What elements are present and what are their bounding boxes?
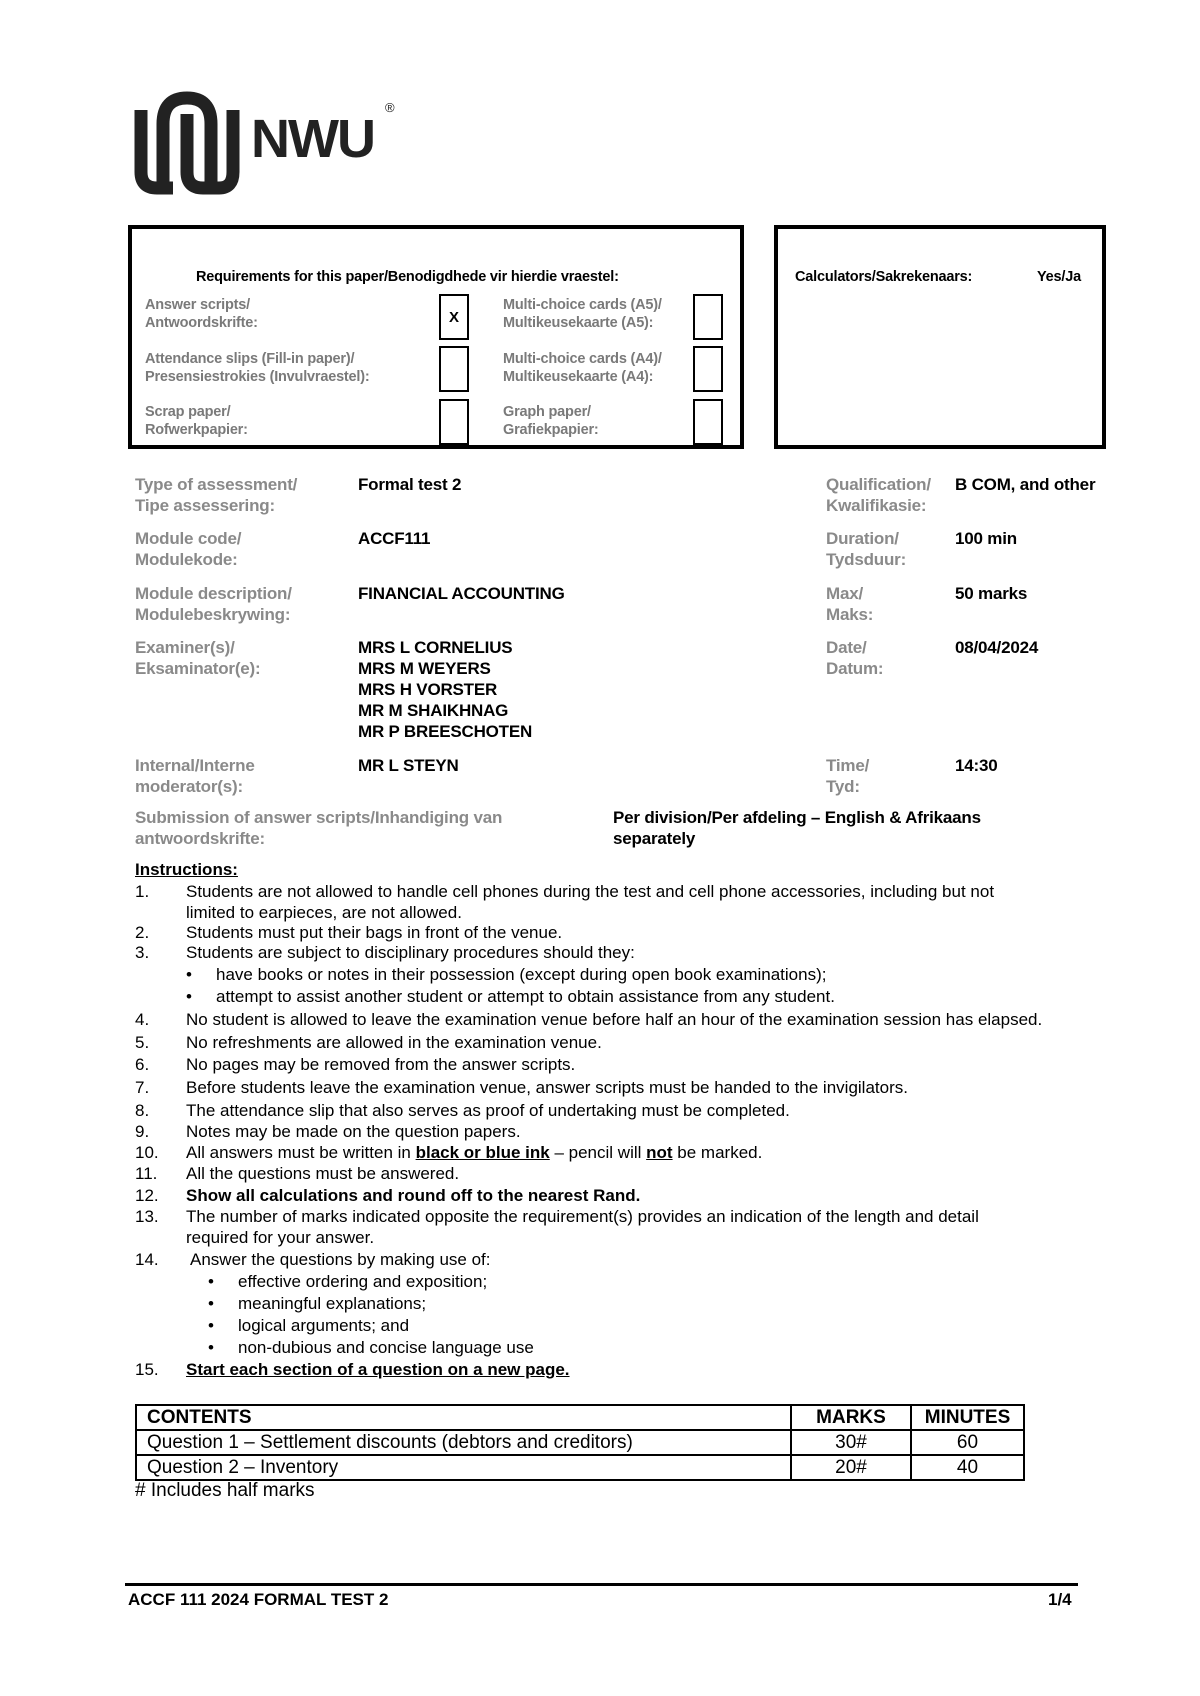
module-code-value: ACCF111	[358, 529, 431, 548]
instruction-14: Answer the questions by making use of:	[190, 1250, 491, 1269]
time-label: Time/ Tyd:	[826, 756, 870, 796]
type-value: Formal test 2	[358, 475, 462, 494]
instruction-number: 5.	[135, 1033, 150, 1052]
type-label: Type of assessment/ Tipe assessering:	[135, 475, 298, 515]
calculators-box	[774, 225, 1106, 449]
footer-title: ACCF 111 2024 FORMAL TEST 2	[128, 1590, 389, 1609]
marks-header: MARKS	[791, 1405, 911, 1430]
instruction-number: 12.	[135, 1186, 159, 1205]
instruction-7: Before students leave the examination venue, answer scripts must be handed to the invigilators.	[186, 1078, 908, 1097]
contents-header: CONTENTS	[136, 1405, 791, 1430]
module-description-label: Module description/ Modulebeskrywing:	[135, 584, 292, 624]
duration-label: Duration/ Tydsduur:	[826, 529, 907, 569]
scrap-checkbox[interactable]	[439, 399, 469, 445]
answer-scripts-checkbox[interactable]: X	[439, 294, 469, 340]
instruction-10: All answers must be written in black or blue ink – pencil will not be marked.	[186, 1143, 763, 1162]
contents-note: # Includes half marks	[135, 1480, 315, 1501]
minutes-header: MINUTES	[911, 1405, 1024, 1430]
moderator-value: MR L STEYN	[358, 756, 459, 775]
date-value: 08/04/2024	[955, 638, 1039, 657]
bullet-icon: •	[208, 1294, 214, 1313]
examiner-name: MRS L CORNELIUS	[358, 638, 513, 657]
instruction-14-bullet: meaningful explanations;	[238, 1294, 427, 1313]
instruction-number: 4.	[135, 1010, 150, 1029]
max-marks-value: 50 marks	[955, 584, 1028, 603]
module-code-label: Module code/ Modulekode:	[135, 529, 242, 569]
instruction-6: No pages may be removed from the answer scripts.	[186, 1055, 576, 1074]
instruction-11: All the questions must be answered.	[186, 1164, 460, 1183]
instruction-number: 9.	[135, 1122, 150, 1141]
examiner-name: MRS H VORSTER	[358, 680, 498, 699]
examiner-name: MR P BREESCHOTEN	[358, 722, 533, 741]
instruction-number: 10.	[135, 1143, 159, 1162]
minutes-cell: 60	[911, 1430, 1024, 1455]
bullet-icon: •	[208, 1338, 214, 1357]
qualification-value: B COM, and other	[955, 475, 1096, 494]
instruction-number: 2.	[135, 923, 150, 942]
logo-text: NWU	[251, 109, 374, 169]
graph-checkbox[interactable]	[693, 399, 723, 445]
req-mc-a4-label: Multi-choice cards (A4)/ Multikeusekaarte (A4):	[503, 351, 662, 385]
max-marks-label: Max/ Maks:	[826, 584, 874, 624]
moderator-label: Internal/Interne moderator(s):	[135, 756, 255, 796]
instruction-3-bullet: attempt to assist another student or attempt to obtain assistance from any student.	[216, 987, 835, 1006]
marks-cell: 20#	[791, 1455, 911, 1480]
footer-divider	[125, 1583, 1078, 1586]
instruction-number: 1.	[135, 882, 150, 901]
registered-mark: ®	[385, 100, 395, 115]
marks-cell: 30#	[791, 1430, 911, 1455]
question-cell: Question 2 – Inventory	[136, 1455, 791, 1480]
question-cell: Question 1 – Settlement discounts (debtors and creditors)	[136, 1430, 791, 1455]
instruction-number: 13.	[135, 1207, 159, 1226]
instruction-5: No refreshments are allowed in the examination venue.	[186, 1033, 602, 1052]
duration-value: 100 min	[955, 529, 1017, 548]
module-description-value: FINANCIAL ACCOUNTING	[358, 584, 565, 603]
table-row	[136, 1455, 1024, 1480]
instruction-1: Students are not allowed to handle cell phones during the test and cell phone accessories, including but not limited to earpieces, are not allowed.	[186, 882, 995, 922]
instruction-3-bullet: have books or notes in their possession (except during open book examinations);	[216, 965, 827, 984]
examiners-label: Examiner(s)/ Eksaminator(e):	[135, 638, 261, 678]
instruction-14-bullet: non-dubious and concise language use	[238, 1338, 534, 1357]
req-mc-a5-label: Multi-choice cards (A5)/ Multikeusekaarte (A5):	[503, 297, 662, 331]
nwu-logo	[133, 90, 403, 200]
requirements-title: Requirements for this paper/Benodigdhede vir hierdie vraestel:	[196, 269, 619, 285]
contents-table	[135, 1404, 1025, 1481]
instruction-number: 15.	[135, 1360, 159, 1379]
minutes-cell: 40	[911, 1455, 1024, 1480]
req-answer-scripts-label: Answer scripts/ Antwoordskrifte:	[145, 297, 258, 331]
mc-a5-checkbox[interactable]	[693, 294, 723, 340]
instruction-14-bullet: effective ordering and exposition;	[238, 1272, 488, 1291]
attendance-checkbox[interactable]	[439, 346, 469, 392]
instruction-number: 14.	[135, 1250, 159, 1269]
instruction-4: No student is allowed to leave the examination venue before half an hour of the examination session has elapsed.	[186, 1010, 1043, 1029]
bullet-icon: •	[186, 987, 192, 1006]
instruction-3: Students are subject to disciplinary procedures should they:	[186, 943, 635, 962]
examiners-list	[358, 637, 532, 742]
bullet-icon: •	[186, 965, 192, 984]
req-scrap-label: Scrap paper/ Rofwerkpapier:	[145, 404, 248, 438]
bullet-icon: •	[208, 1272, 214, 1291]
page-number: 1/4	[1048, 1590, 1072, 1609]
calculators-label: Calculators/Sakrekenaars:	[795, 269, 973, 285]
instruction-number: 6.	[135, 1055, 150, 1074]
examiner-name: MR M SHAIKHNAG	[358, 701, 509, 720]
table-row	[136, 1430, 1024, 1455]
instruction-2: Students must put their bags in front of the venue.	[186, 923, 563, 942]
instruction-14-bullet: logical arguments; and	[238, 1316, 410, 1335]
instruction-13: The number of marks indicated opposite the requirement(s) provides an indication of the length and detail required for your answer.	[186, 1207, 979, 1247]
req-graph-label: Graph paper/ Grafiekpapier:	[503, 404, 599, 438]
submission-label: Submission of answer scripts/Inhandiging van antwoordskrifte:	[135, 808, 503, 848]
instructions-title: Instructions:	[135, 860, 238, 879]
date-label: Date/ Datum:	[826, 638, 884, 678]
instruction-number: 7.	[135, 1078, 150, 1097]
instruction-number: 3.	[135, 943, 150, 962]
bullet-icon: •	[208, 1316, 214, 1335]
req-attendance-label: Attendance slips (Fill-in paper)/ Presensiestrokies (Invulvraestel):	[145, 351, 370, 385]
instruction-15: Start each section of a question on a new page.	[186, 1360, 570, 1379]
instruction-12: Show all calculations and round off to the nearest Rand.	[186, 1186, 641, 1205]
examiner-name: MRS M WEYERS	[358, 659, 491, 678]
submission-value: Per division/Per afdeling – English & Afrikaans separately	[613, 808, 981, 848]
table-header-row	[136, 1405, 1024, 1430]
qualification-label: Qualification/ Kwalifikasie:	[826, 475, 931, 515]
time-value: 14:30	[955, 756, 998, 775]
instruction-number: 11.	[135, 1164, 158, 1183]
instruction-number: 8.	[135, 1101, 150, 1120]
mc-a4-checkbox[interactable]	[693, 346, 723, 392]
instruction-8: The attendance slip that also serves as proof of undertaking must be completed.	[186, 1101, 790, 1120]
instruction-9: Notes may be made on the question papers.	[186, 1122, 521, 1141]
calculators-value: Yes/Ja	[1037, 269, 1081, 285]
